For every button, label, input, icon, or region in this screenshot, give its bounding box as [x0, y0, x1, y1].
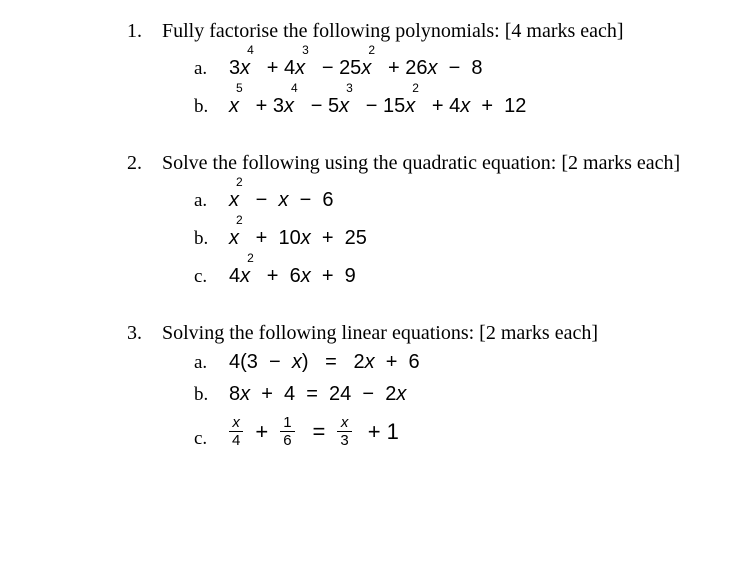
question-1-text: Fully factorise the following polynomials: [4 marks each]: [162, 20, 624, 42]
question-2a-label: a.: [194, 190, 208, 211]
question-1-number: 1.: [127, 20, 142, 42]
fraction-x-over-4: $\frac{x}{4}$: [229, 414, 243, 449]
question-3a-expression: 4(3 − x ) = 2 x + 6: [229, 351, 420, 373]
question-3b-expression: 8 x + 4 = 24 − 2 x: [229, 383, 407, 405]
question-1b-expression: x 5 + 3 x 4 − 5 x 3 − 15 x 2 + 4 x + 12: [229, 81, 527, 117]
question-1a-expression: 3 x 4 + 4 x 3 − 25 x 2 + 26 x − 8: [229, 43, 483, 79]
question-2b-label: b.: [194, 228, 209, 249]
fraction-1-over-6: $\frac{1}{6}$: [280, 414, 294, 449]
question-2c-expression: 4 x 2 + 6 x + 9: [229, 251, 356, 287]
question-1a-label: a.: [194, 58, 208, 79]
question-2-text: Solve the following using the quadratic equation: [2 marks each]: [162, 152, 681, 174]
question-2c-label: c.: [194, 266, 208, 287]
question-3b-label: b.: [194, 384, 209, 405]
question-1b-label: b.: [194, 96, 209, 117]
question-3-text: Solving the following linear equations: [2 marks each]: [162, 322, 599, 344]
question-3c-label: c.: [194, 428, 208, 449]
question-3a-label: a.: [194, 352, 208, 373]
question-2b-expression: x 2 + 10 x + 25: [229, 213, 367, 249]
question-2-number: 2.: [127, 152, 142, 174]
question-3c-expression: $\frac{x}{4}$ + $\frac{1}{6}$ = $\frac{x}{3}$ + 1: [223, 414, 399, 449]
question-2a-expression: x 2 − x − 6: [229, 175, 334, 211]
question-3-number: 3.: [127, 322, 142, 344]
fraction-x-over-3: $\frac{x}{3}$: [337, 414, 351, 449]
